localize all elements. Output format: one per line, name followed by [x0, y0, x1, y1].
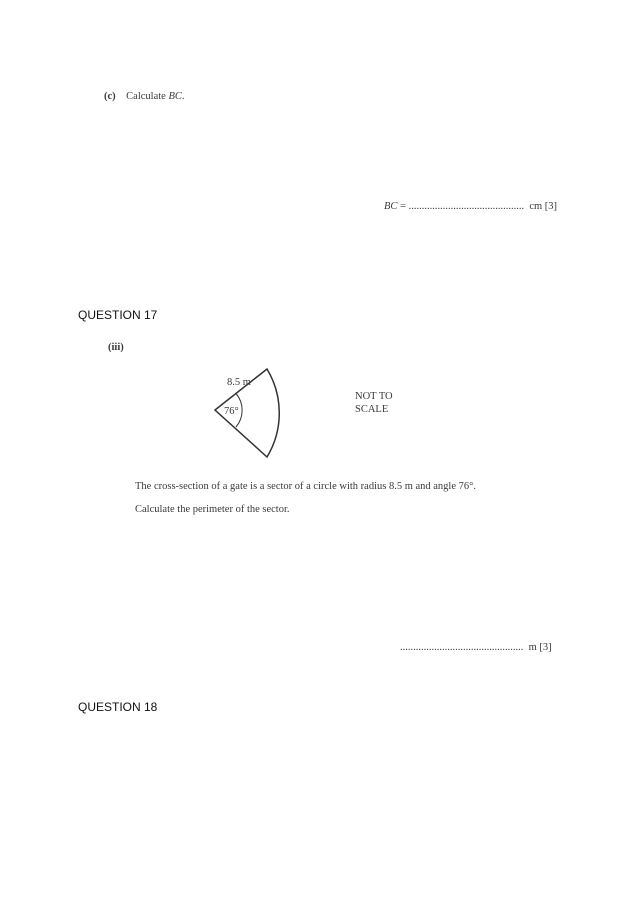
answer-equals: =: [397, 201, 409, 212]
note-line-1: NOT TO: [355, 391, 393, 402]
answer-variable: BC: [384, 201, 398, 212]
part-c-question: [104, 91, 184, 102]
radius-label: 8.5 m: [227, 377, 251, 388]
angle-label: 76°: [224, 406, 239, 417]
part-iii-label: (iii): [108, 342, 124, 353]
question-18-heading: QUESTION 18: [78, 700, 158, 714]
question-17-instruction: Calculate the perimeter of the sector.: [135, 504, 290, 515]
part-c-prompt-end: .: [181, 91, 185, 102]
question-17-text: The cross-section of a gate is a sector of a circle with radius 8.5 m and angle 76°.: [135, 481, 476, 492]
part-c-answer-line[interactable]: [384, 201, 557, 212]
answer-unit: m [3]: [528, 642, 552, 653]
answer-dots: ............................................: [408, 201, 525, 212]
answer-unit: cm [3]: [529, 201, 558, 212]
sector-diagram: [200, 365, 305, 465]
not-to-scale-note: [355, 390, 393, 416]
part-c-label: (c): [104, 91, 116, 102]
part-c-prompt: Calculate: [126, 91, 169, 102]
question-17-heading: QUESTION 17: [78, 308, 158, 322]
part-c-variable: BC: [168, 91, 182, 102]
note-line-2: SCALE: [355, 404, 389, 415]
answer-dots: ...............................................: [400, 642, 524, 653]
question-17-answer-line[interactable]: [400, 642, 552, 653]
